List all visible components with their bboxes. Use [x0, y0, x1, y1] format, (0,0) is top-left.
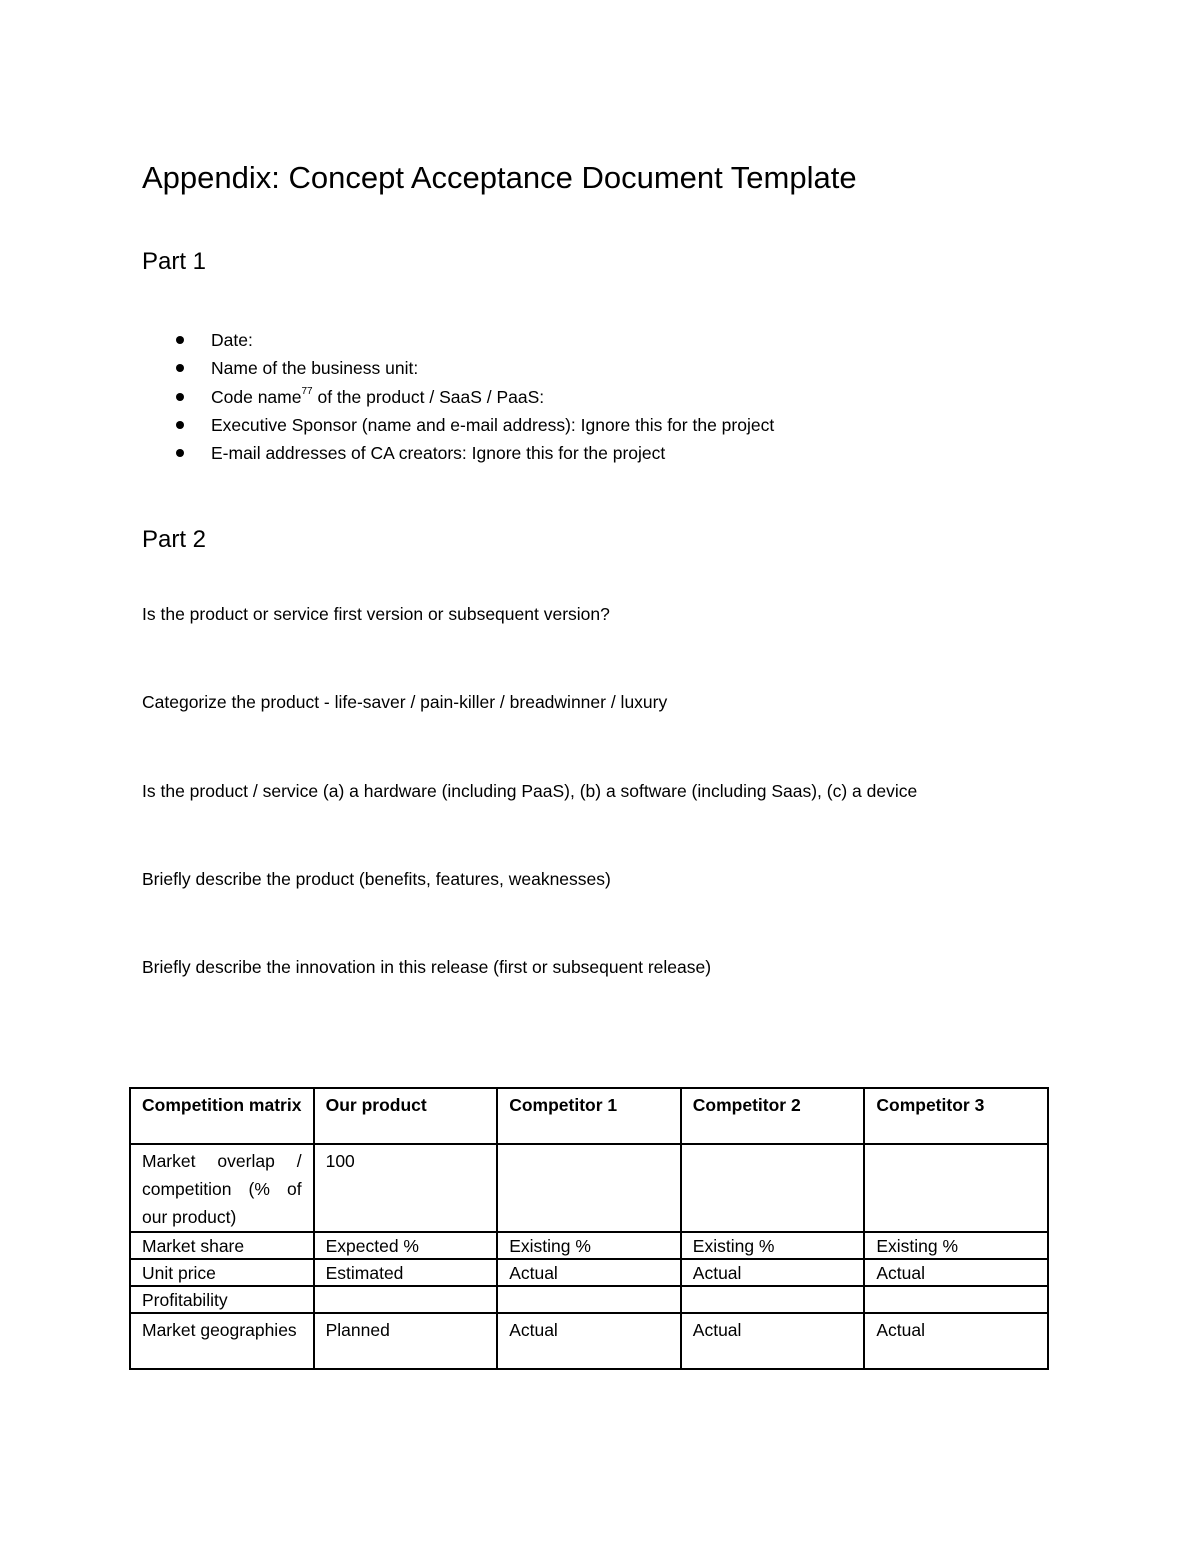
bullet-text-before: Code name: [211, 386, 302, 407]
table-cell: [681, 1286, 865, 1313]
table-cell: [314, 1286, 498, 1313]
table-header-row: [130, 1088, 1048, 1144]
part1-heading: Part 1: [142, 248, 207, 275]
bullet-dot-icon: [176, 449, 184, 457]
table-row: [130, 1286, 1048, 1313]
footnote-reference: 77: [301, 385, 313, 397]
table-cell: [864, 1144, 1048, 1232]
row-label-cell: Market geographies: [130, 1313, 314, 1369]
document-title: Appendix: Concept Acceptance Document Template: [142, 160, 857, 195]
question-product-type: Is the product / service (a) a hardware (including PaaS), (b) a software (including Saas), (c) a device: [142, 781, 918, 801]
bullet-dot-icon: [176, 393, 184, 401]
row-label-cell: Market overlap / competition (% of our product): [130, 1144, 314, 1232]
header-cell: Competitor 2: [681, 1088, 865, 1144]
question-categorize: Categorize the product - life-saver / pain-killer / breadwinner / luxury: [142, 692, 668, 712]
bullet-text: Date:: [211, 330, 253, 350]
table-cell: 100: [314, 1144, 498, 1232]
part2-heading: Part 2: [142, 526, 207, 553]
competition-matrix-table: [129, 1087, 1049, 1370]
table-cell: Actual: [681, 1259, 865, 1286]
header-cell: Our product: [314, 1088, 498, 1144]
table-cell: Actual: [681, 1313, 865, 1369]
table-cell: [681, 1144, 865, 1232]
table-cell: Existing %: [497, 1232, 681, 1259]
bullet-dot-icon: [176, 364, 184, 372]
row-label-cell: Profitability: [130, 1286, 314, 1313]
question-version: Is the product or service first version or subsequent version?: [142, 604, 610, 624]
bullet-text: Name of the business unit:: [211, 358, 419, 379]
table-row: [130, 1313, 1048, 1369]
bullet-text: Executive Sponsor (name and e-mail address): Ignore this for the project: [211, 414, 775, 435]
bullet-business-unit: [142, 354, 774, 382]
bullet-code-name: [142, 383, 774, 411]
question-describe-innovation: Briefly describe the innovation in this release (first or subsequent release): [142, 957, 712, 977]
header-cell: Competition matrix: [130, 1088, 314, 1144]
table-cell: Actual: [497, 1313, 681, 1369]
bullet-text-after: of the product / SaaS / PaaS:: [312, 386, 545, 407]
bullet-text: E-mail addresses of CA creators: Ignore this for the project: [211, 443, 666, 464]
table-cell: [497, 1286, 681, 1313]
table-cell: Planned: [314, 1313, 498, 1369]
row-label-cell: Market share: [130, 1232, 314, 1259]
table-cell: Actual: [864, 1313, 1048, 1369]
row-label-cell: Unit price: [130, 1259, 314, 1286]
part1-bullet-list: [142, 326, 774, 467]
table-cell: [497, 1144, 681, 1232]
table-cell: Existing %: [681, 1232, 865, 1259]
table-cell: Existing %: [864, 1232, 1048, 1259]
table-cell: [864, 1286, 1048, 1313]
table-cell: Estimated: [314, 1259, 498, 1286]
question-describe-product: Briefly describe the product (benefits, features, weaknesses): [142, 869, 611, 889]
bullet-executive-sponsor: [142, 411, 774, 439]
bullet-date: [142, 326, 774, 354]
table-row: [130, 1144, 1048, 1232]
header-cell: Competitor 3: [864, 1088, 1048, 1144]
bullet-ca-creators: [142, 439, 774, 467]
table-cell: Actual: [497, 1259, 681, 1286]
table-cell: Actual: [864, 1259, 1048, 1286]
table-row: [130, 1232, 1048, 1259]
header-cell: Competitor 1: [497, 1088, 681, 1144]
table-cell: Expected %: [314, 1232, 498, 1259]
bullet-dot-icon: [176, 421, 184, 429]
table-row: [130, 1259, 1048, 1286]
bullet-dot-icon: [176, 336, 184, 344]
